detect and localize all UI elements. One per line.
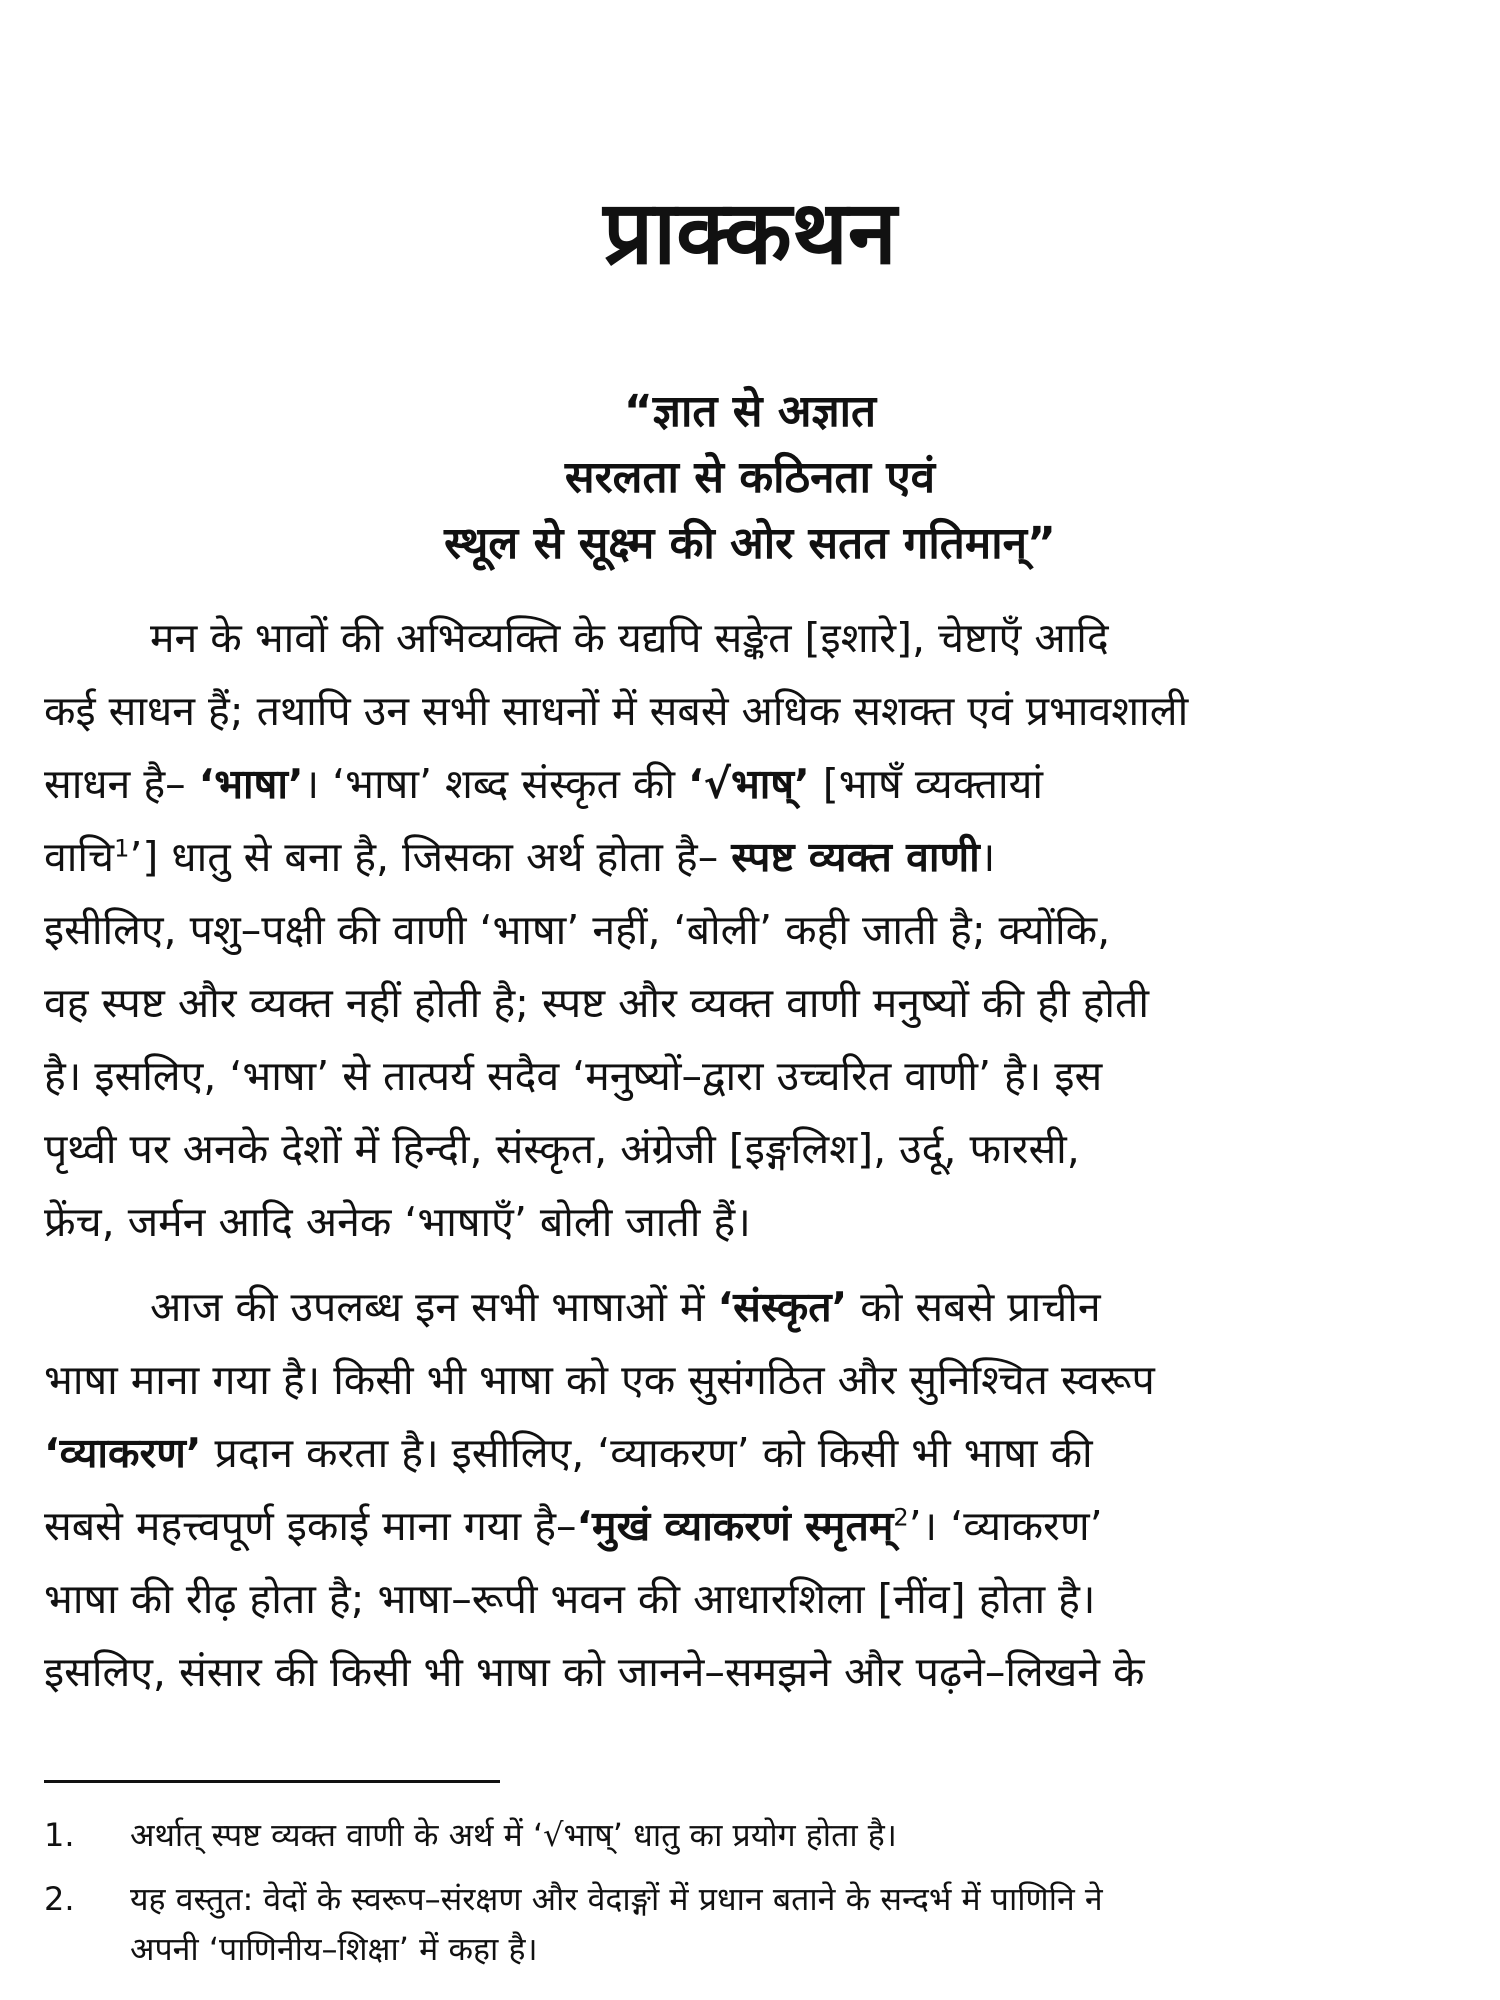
text-span: [भाषँ व्यक्तायां [809,760,1044,808]
footnote-number: 2. [44,1880,75,1918]
para2-line [44,1496,1103,1556]
footnote-divider [44,1780,500,1783]
quote-line-1: “ज्ञात से अज्ञात [623,386,877,437]
bold-term: ‘मुखं व्याकरणं स्मृतम् [576,1502,894,1550]
footnote-text: अर्थात् स्पष्ट व्यक्त वाणी के अर्थ में ‘√भाष्’ धातु का प्रयोग होता है। [130,1816,897,1854]
footnote-2-continuation: अपनी ‘पाणिनीय–शिक्षा’ में कहा है। [130,1930,538,1968]
bold-term: ‘संस्कृत’ [717,1283,848,1331]
bold-term: ‘भाषा’ [198,760,304,808]
quote-line-3: स्थूल से सूक्ष्म की ओर सतत गतिमान्” [444,518,1056,569]
footnote-1 [44,1812,897,1858]
text-span: साधन है– [44,760,199,808]
text-span: । ‘भाषा’ शब्द संस्कृत की [303,760,689,808]
para1-line: इसीलिए, पशु–पक्षी की वाणी ‘भाषा’ नहीं, ‘बोली’ कही जाती है; क्योंकि, [44,906,1111,954]
para1-line: फ्रेंच, जर्मन आदि अनेक ‘भाषाएँ’ बोली जाती हैं। [44,1198,751,1246]
bold-term: स्पष्ट व्यक्त वाणी [731,833,980,881]
text-span: को सबसे प्राचीन [847,1283,1101,1331]
footnote-ref: 1 [114,834,130,863]
para2-line [44,1423,1093,1483]
para2-line: भाषा की रीढ़ होता है; भाषा–रूपी भवन की आधारशिला [नींव] होता है। [44,1575,1096,1623]
footnote-number: 1. [44,1816,75,1854]
para1-line: कई साधन हैं; तथापि उन सभी साधनों में सबसे अधिक सशक्त एवं प्रभावशाली [44,687,1189,735]
text-span: आज की उपलब्ध इन सभी भाषाओं में [150,1283,718,1331]
text-span: ’। ‘व्याकरण’ [908,1502,1103,1550]
footnote-2 [44,1876,1103,1922]
para1-line: पृथ्वी पर अनके देशों में हिन्दी, संस्कृत, अंग्रेजी [इङ्गलिश], उर्दू, फारसी, [44,1125,1080,1173]
para1-line: वह स्पष्ट और व्यक्त नहीं होती है; स्पष्ट और व्यक्त वाणी मनुष्यों की ही होती [44,979,1149,1027]
para2-line [150,1277,1101,1337]
bold-term: ‘√भाष्’ [688,760,810,808]
text-span: सबसे महत्त्वपूर्ण इकाई माना गया है– [44,1502,577,1550]
text-span: प्रदान करता है। इसीलिए, ‘व्याकरण’ को किसी भी भाषा की [201,1429,1093,1477]
para1-line: है। इसलिए, ‘भाषा’ से तात्पर्य सदैव ‘मनुष्यों–द्वारा उच्चरित वाणी’ है। इस [44,1052,1103,1100]
para1-line [44,827,995,887]
para1-line: मन के भावों की अभिव्यक्ति के यद्यपि सङ्केत [इशारे], चेष्टाएँ आदि [150,614,1109,662]
para2-line: भाषा माना गया है। किसी भी भाषा को एक सुसंगठित और सुनिश्चित स्वरूप [44,1356,1155,1404]
footnote-text: यह वस्तुत: वेदों के स्वरूप–संरक्षण और वेदाङ्गों में प्रधान बताने के सन्दर्भ में पाणिनि ने [130,1880,1103,1918]
para1-line [44,754,1043,814]
quote-line-2: सरलता से कठिनता एवं [564,452,936,503]
text-span: वाचि [44,833,115,881]
footnote-ref: 2 [893,1503,909,1532]
bold-term: ‘व्याकरण’ [44,1429,202,1477]
text-span: । [979,833,996,881]
para2-line: इसलिए, संसार की किसी भी भाषा को जानने–समझने और पढ़ने–लिखने के [44,1648,1145,1696]
page-title: प्राक्कथन [603,181,897,284]
text-span: ’] धातु से बना है, जिसका अर्थ होता है– [129,833,732,881]
